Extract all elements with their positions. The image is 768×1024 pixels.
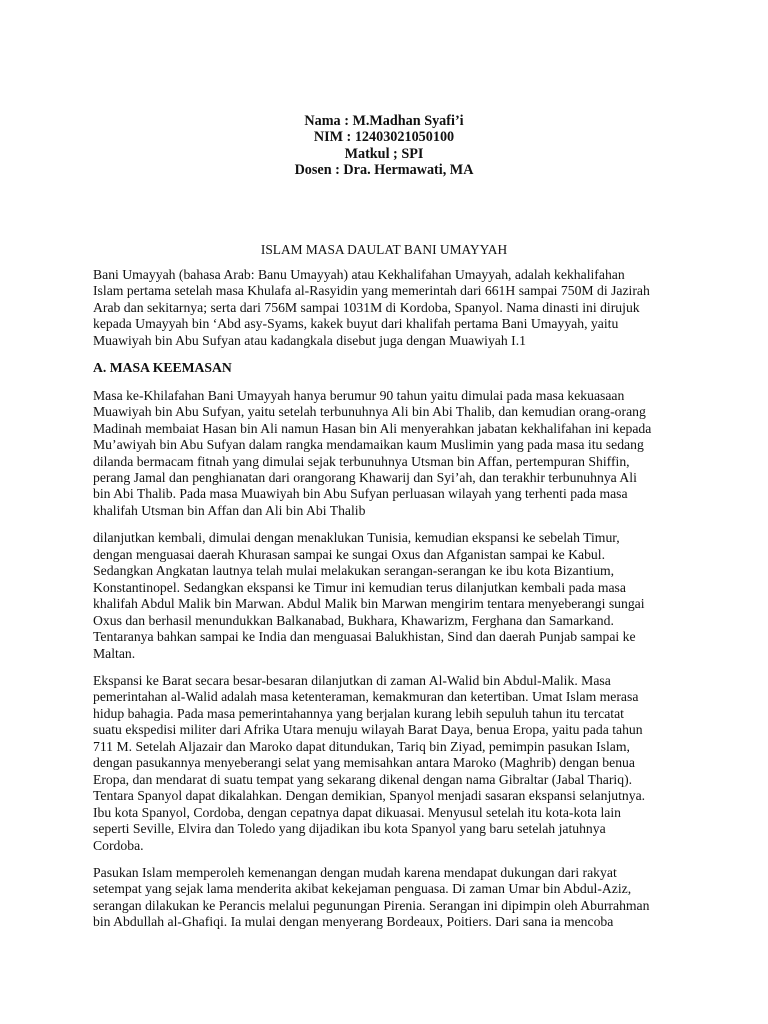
text-line: Tentaranya bahkan sampai ke India dan menguasai Balukhistan, Sind dan daerah Punjab sampai ke: [93, 629, 636, 645]
text-line: seperti Seville, Elvira dan Toledo yang dijadikan ibu kota Spanyol yang baru setelah jatuhnya: [93, 821, 606, 837]
paragraph: [93, 530, 677, 662]
section-body: [93, 388, 677, 931]
text-line: Cordoba.: [93, 837, 144, 853]
paragraph: [93, 673, 677, 854]
text-line: suatu ekspedisi militer dari Afrika Utara menuju wilayah Barat Daya, benua Eropa, yaitu pada tahun: [93, 722, 643, 738]
text-line: setempat yang sejak lama menderita akibat kekejaman penguasa. Di zaman Umar bin Abdul-Aziz,: [93, 881, 632, 897]
paragraph: [93, 267, 677, 349]
text-line: Muawiyah bin Abu Sufyan, yaitu setelah terbunuhnya Ali bin Abi Thalib, dan kemudian orang-orang: [93, 404, 646, 420]
text-line: Oxus dan berhasil menundukkan Balkanabad, Bukhara, Khawarizm, Ferghana dan Samarkand.: [93, 612, 614, 628]
paragraph: [93, 388, 677, 520]
course-name: Matkul ; SPI: [344, 145, 424, 162]
document-title: ISLAM MASA DAULAT BANI UMAYYAH: [260, 242, 508, 257]
text-line: Masa ke-Khilafahan Bani Umayyah hanya berumur 90 tahun yaitu dimulai pada masa kekuasaan: [93, 387, 625, 403]
text-line: hidup bahagia. Pada masa pemerintahannya yang berjalan kurang lebih sepuluh tahun itu tercatat: [93, 705, 624, 721]
text-line: Muawiyah bin Abu Sufyan atau kadangkala disebut juga dengan Muawiyah I.1: [93, 332, 526, 348]
text-line: serangan dilakukan ke Perancis melalui pegunungan Pirenia. Serangan ini dipimpin oleh Aburrahman: [93, 897, 650, 913]
text-line: bin Abdullah al-Ghafiqi. Ia mulai dengan menyerang Bordeaux, Poitiers. Dari sana ia mencoba: [93, 914, 614, 930]
text-line: khalifah Utsman bin Affan dan Ali bin Abi Thalib: [93, 502, 366, 518]
text-line: kepada Umayyah bin ‘Abd asy-Syams, kakek buyut dari khalifah pertama Bani Umayyah, yaitu: [93, 316, 619, 332]
author-name: Nama : M.Madhan Syafi’i: [304, 113, 464, 129]
author-info-block: [0, 113, 768, 179]
text-line: Maltan.: [93, 645, 136, 661]
text-line: Islam pertama setelah masa Khulafa al-Rasyidin yang memerintah dari 661H sampai 750M di Jazirah: [93, 283, 650, 299]
student-id: NIM : 12403021050100: [313, 129, 455, 146]
text-line: bin Abi Thalib. Pada masa Muawiyah bin Abu Sufyan perluasan wilayah yang terhenti pada masa: [93, 486, 628, 502]
text-line: Sedangkan Angkatan lautnya telah mulai melakukan serangan-serangan ke ibu kota Bizantium,: [93, 563, 615, 579]
text-line: Madinah membaiat Hasan bin Ali namun Hasan bin Ali menyerahkan jabatan kekhalifahan ini kepada: [93, 420, 652, 436]
text-line: Bani Umayyah (bahasa Arab: Banu Umayyah) atau Kekhalifahan Umayyah, adalah kekhalifahan: [93, 267, 625, 282]
text-line: Konstantinopel. Sedangkan ekspansi ke Timur ini kemudian terus dilanjutkan kembali pada masa: [93, 579, 626, 595]
text-line: Pasukan Islam memperoleh kemenangan dengan mudah karena mendapat dukungan dari rakyat: [93, 864, 617, 880]
text-line: dilanda bermacam fitnah yang dimulai sejak terbunuhnya Utsman bin Affan, pertempuran Shiffin,: [93, 453, 630, 469]
intro-section: [93, 267, 677, 349]
text-line: 711 M. Setelah Aljazair dan Maroko dapat ditundukan, Tariq bin Ziyad, pemimpin pasukan Islam,: [93, 738, 630, 754]
text-line: pemerintahan al-Walid adalah masa ketenteraman, kemakmuran dan ketertiban. Umat Islam merasa: [93, 689, 639, 705]
text-line: Ibu kota Spanyol, Cordoba, dengan cepatnya dapat dikuasai. Menyusul setelah itu kota-kota lain: [93, 804, 621, 820]
text-line: Eropa, dan mendarat di suatu tempat yang sekarang dikenal dengan nama Gibraltar (Jabal Thariq).: [93, 771, 633, 787]
text-line: Tentara Spanyol dapat dikalahkan. Dengan demikian, Spanyol menjadi sasaran ekspansi selanjutnya.: [93, 788, 646, 804]
text-line: dengan pasukannya menyeberangi selat yang memisahkan antara Maroko (Maghrib) dengan benua: [93, 755, 635, 771]
text-line: Ekspansi ke Barat secara besar-besaran dilanjutkan di zaman Al-Walid bin Abdul-Malik. Masa: [93, 672, 611, 688]
text-line: dilanjutkan kembali, dimulai dengan menaklukan Tunisia, kemudian ekspansi ke sebelah Timur,: [93, 530, 620, 546]
text-line: Arab dan sekitarnya; serta dari 756M sampai 1031M di Kordoba, Spanyol. Nama dinasti ini dirujuk: [93, 299, 640, 315]
document-body: [93, 267, 677, 942]
section-heading: A. MASA KEEMASAN: [93, 360, 232, 376]
text-line: khalifah Abdul Malik bin Marwan. Abdul Malik bin Marwan mengirim tentara menyeberangi sungai: [93, 596, 645, 612]
paragraph: [93, 865, 677, 931]
lecturer-name: Dosen : Dra. Hermawati, MA: [294, 162, 474, 179]
text-line: Mu’awiyah bin Abu Sufyan dalam rangka mendamaikan kaum Muslimin yang pada masa itu sedang: [93, 437, 644, 453]
text-line: dengan menguasai daerah Khurasan sampai ke sungai Oxus dan Afganistan sampai ke Kabul.: [93, 546, 605, 562]
text-line: perang Jamal dan penghianatan dari orangorang Khawarij dan Syi’ah, dan terakhir terbunuhnya Ali: [93, 469, 637, 485]
